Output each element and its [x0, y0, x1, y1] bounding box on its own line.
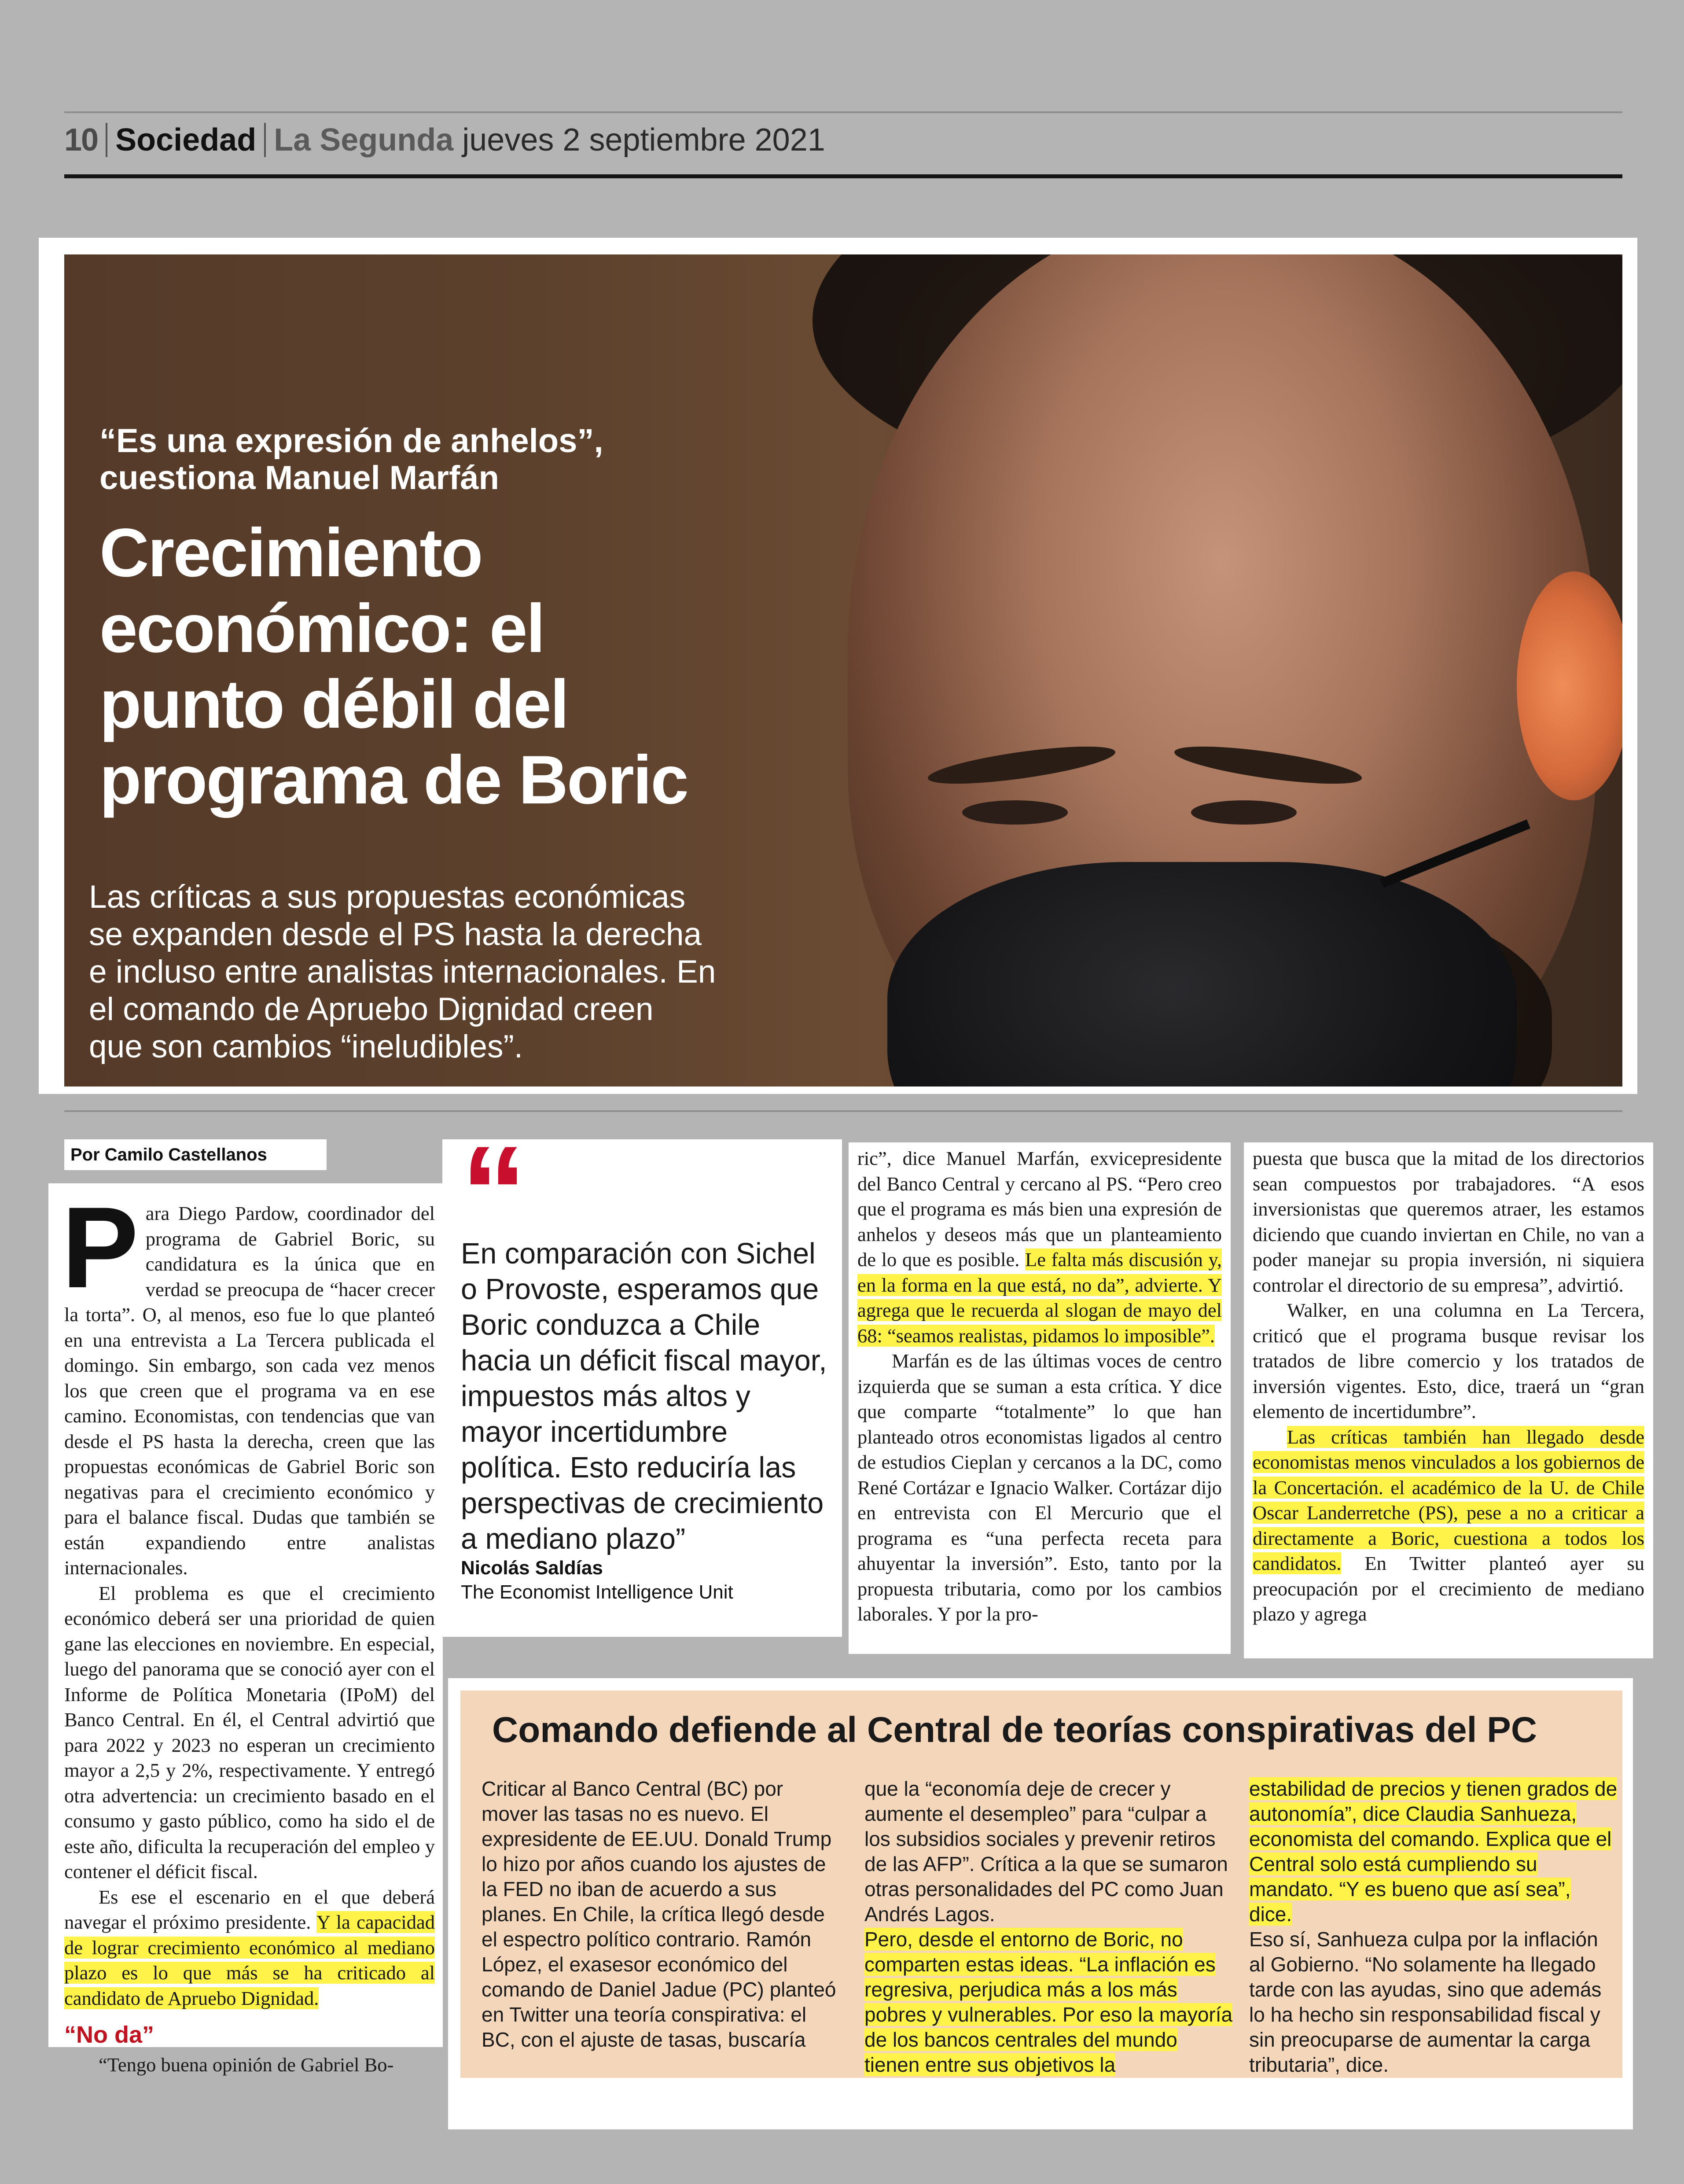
headline-line: programa de Boric — [99, 742, 688, 818]
highlighted-text: estabilidad de precios y tienen grados de autonomía”, dice Claudia Sanhueza, economista del comando. Explica que el Central solo está cumpliendo su mandato. “Y es bueno que así sea”, dice. — [1249, 1777, 1618, 1926]
headline-line: punto débil del — [99, 666, 568, 743]
portrait-photo-eye — [1191, 800, 1297, 825]
sidebar-column-3 — [1249, 1776, 1619, 2077]
body-column-4 — [1244, 1142, 1653, 1658]
section-rule — [64, 1110, 1622, 1112]
highlighted-text: Pero, desde el entorno de Boric, no comparten estas ideas. “La inflación es regresiva, perjudica más a los más pobres y vulnerables. Por eso la mayoría de los bancos centrales del mundo tienen entre sus objetivos la — [864, 1928, 1233, 2076]
kicker-line: “Es una expresión de anhelos”, — [99, 422, 603, 460]
sidebar-paragraph — [864, 1927, 1233, 2077]
body-text: Es ese el escenario en el que deberá navegar el próximo presidente. — [64, 1886, 435, 1933]
highlighted-text: Y la capacidad de lograr crecimiento económico al mediano plazo es lo que más se ha criticado al candidato de Apruebo Dignidad. — [64, 1911, 435, 2009]
sidebar-title: Comando defiende al Central de teorías conspirativas del PC — [492, 1710, 1537, 1750]
subheading: “No da” — [64, 2022, 154, 2048]
byline: Por Camilo Castellanos — [64, 1139, 327, 1170]
page-header — [64, 118, 825, 162]
body-paragraph: ara Diego Pardow, coordinador del programa de Gabriel Boric, su candidatura es la única que en verdad se preocupa de “hacer crecer la torta”. O, al menos, eso fue lo que planteó en una entrevista a La Tercera publicada el domingo. Sin embargo, son cada vez menos los que creen que el programa va en ese camino. Economistas, con tendencias que van desde el PS hasta la derecha, creen que las propuestas económicas de Gabriel Boric son negativas para el crecimiento económico y para el balance fiscal. Dudas que también se están expandiendo entre analistas internacionales. — [64, 1202, 435, 1579]
body-column-1 — [48, 1183, 443, 2076]
headline-line: Crecimiento — [99, 515, 482, 591]
sidebar-column-2 — [864, 1776, 1233, 2077]
header-bottom-rule — [64, 174, 1622, 178]
article-kicker — [99, 423, 804, 497]
body-paragraph: Marfán es de las últimas voces de centro izquierda que se suman a esta crítica. Y dice que comparte “totalmente” lo que han planteado otros economistas ligados al centro de estudios Cieplan y cercanos a la DC, como René Cortázar e Ignacio Walker. Cortázar dijo en entrevista con El Mercurio que el programa es “una perfecta receta para ahuyentar la inversión”. Esto, tanto por la propuesta tributaria, como por los cambios laborales. Y por la pro- — [857, 1350, 1222, 1625]
header-divider — [264, 123, 266, 157]
newspaper-name: La Segunda — [274, 122, 454, 158]
section-name: Sociedad — [115, 122, 257, 158]
dek-line: e incluso entre analistas internacionales. En — [89, 954, 716, 990]
dek-line: que son cambios “ineludibles”. — [89, 1029, 523, 1064]
body-paragraph: “Tengo buena opinión de Gabriel Bo- — [99, 2054, 394, 2076]
body-paragraph — [64, 1885, 435, 2011]
quote-mark-icon: “ — [461, 1118, 516, 1266]
sidebar-paragraph — [1249, 1776, 1619, 1927]
body-paragraph: puesta que busca que la mitad de los directorios sean compuestos por trabajadores. “A esos inversionistas que queremos atraer, les estamos diciendo que cuando inviertan en Chile, no van a poder manejar su propia inversión, ni siquiera controlar el directorio de su empresa”, advirtió. — [1253, 1147, 1644, 1296]
dek-line: Las críticas a sus propuestas económicas — [89, 879, 686, 915]
article-dek — [89, 878, 784, 1065]
body-paragraph: El problema es que el crecimiento económico deberá ser una prioridad de quien gane las elecciones en noviembre. En especial, luego del panorama que se conoció ayer con el Informe de Política Monetaria (IPoM) del Banco Central. En él, el Central advirtió que para 2022 y 2023 no esperan un crecimiento mayor a 2,5 y 2%, respectivamente. Y entregó otra advertencia: un crecimiento basado en el consumo y gasto público, como ha sido el de este año, dificulta la recuperación del empleo y contener el déficit fiscal. — [64, 1582, 435, 1882]
body-paragraph — [1253, 1425, 1644, 1627]
body-paragraph — [857, 1146, 1222, 1348]
dek-line: se expanden desde el PS hasta la derecha — [89, 917, 702, 952]
highlighted-text: Le falta más discusión y, en la forma en la que está, no da”, advierte. Y agrega que le recuerda al slogan de mayo del 68: “seamos realistas, pidamos lo imposible”. — [857, 1249, 1222, 1347]
sidebar-column-1 — [482, 1776, 838, 2052]
sidebar-paragraph: que la “economía deje de crecer y aumente el desempleo” para “culpar a los subsidios sociales y prevenir retiros de las AFP”. Crítica a la que se sumaron otras personalidades del PC como Juan Andrés Lagos. — [864, 1777, 1228, 1926]
body-paragraph: Walker, en una columna en La Tercera, criticó que el programa busque revisar los tratados de libre comercio y los tratados de inversión vigentes. Esto, dice, traerá un “gran elemento de incertidumbre”. — [1253, 1299, 1644, 1422]
quote-affiliation: The Economist Intelligence Unit — [461, 1581, 733, 1603]
portrait-photo-mask — [887, 862, 1517, 1086]
header-top-rule — [64, 111, 1622, 113]
sidebar-paragraph: Eso sí, Sanhueza culpa por la inflación al Gobierno. “No solamente ha llegado tarde con las ayudas, sino que además lo ha hecho sin responsabilidad fiscal y sin preocuparse de aumentar la carga tributaria”, dice. — [1249, 1928, 1602, 2076]
quote-text: En comparación con Sichel o Provoste, esperamos que Boric conduzca a Chile hacia un déficit fiscal mayor, impuestos más altos y mayor incertidumbre política. Esto reduciría las perspectivas de crecimiento a mediano plazo” — [461, 1237, 827, 1555]
quote-author: Nicolás Saldías — [461, 1557, 603, 1579]
pull-quote — [442, 1118, 842, 1637]
highlighted-text: Las críticas también han llegado desde economistas menos vinculados a los gobiernos de la Concertación. el académico de la U. de Chile Oscar Landerretche (PS), pese a no a criticar a directamente a Boric, cuestiona a todos los candidatos. — [1253, 1425, 1644, 1574]
sidebar-paragraph: Criticar al Banco Central (BC) por mover las tasas no es nuevo. El expresidente de EE.UU. Donald Trump lo hizo por años cuando los ajustes de la FED no iban de acuerdo a sus planes. En Chile, la crítica llegó desde el espectro político contrario. Ramón López, el exasesor económico del comando de Daniel Jadue (PC) planteó en Twitter una teoría conspirativa: el BC, con el ajuste de tasas, buscaría — [482, 1777, 836, 2051]
body-text: ric”, dice Manuel Marfán, exvicepresidente del Banco Central y cercano al PS. “Pero creo que el programa es más bien una expresión de anhelos y deseos más que un planteamiento de lo que es posible. — [857, 1147, 1222, 1271]
header-divider — [106, 123, 107, 157]
dek-line: el comando de Apruebo Dignidad creen — [89, 991, 654, 1027]
drop-cap: P — [62, 1183, 139, 1312]
body-text: En Twitter planteó ayer su preocupación por el crecimiento de mediano plazo y agrega — [1253, 1552, 1645, 1625]
article-headline — [99, 515, 848, 818]
page-number: 10 — [64, 122, 98, 158]
issue-date: jueves 2 septiembre 2021 — [462, 122, 825, 158]
kicker-line: cuestiona Manuel Marfán — [99, 459, 499, 497]
body-column-3 — [849, 1142, 1231, 1654]
headline-line: económico: el — [99, 590, 544, 667]
portrait-photo-eye — [962, 800, 1068, 825]
